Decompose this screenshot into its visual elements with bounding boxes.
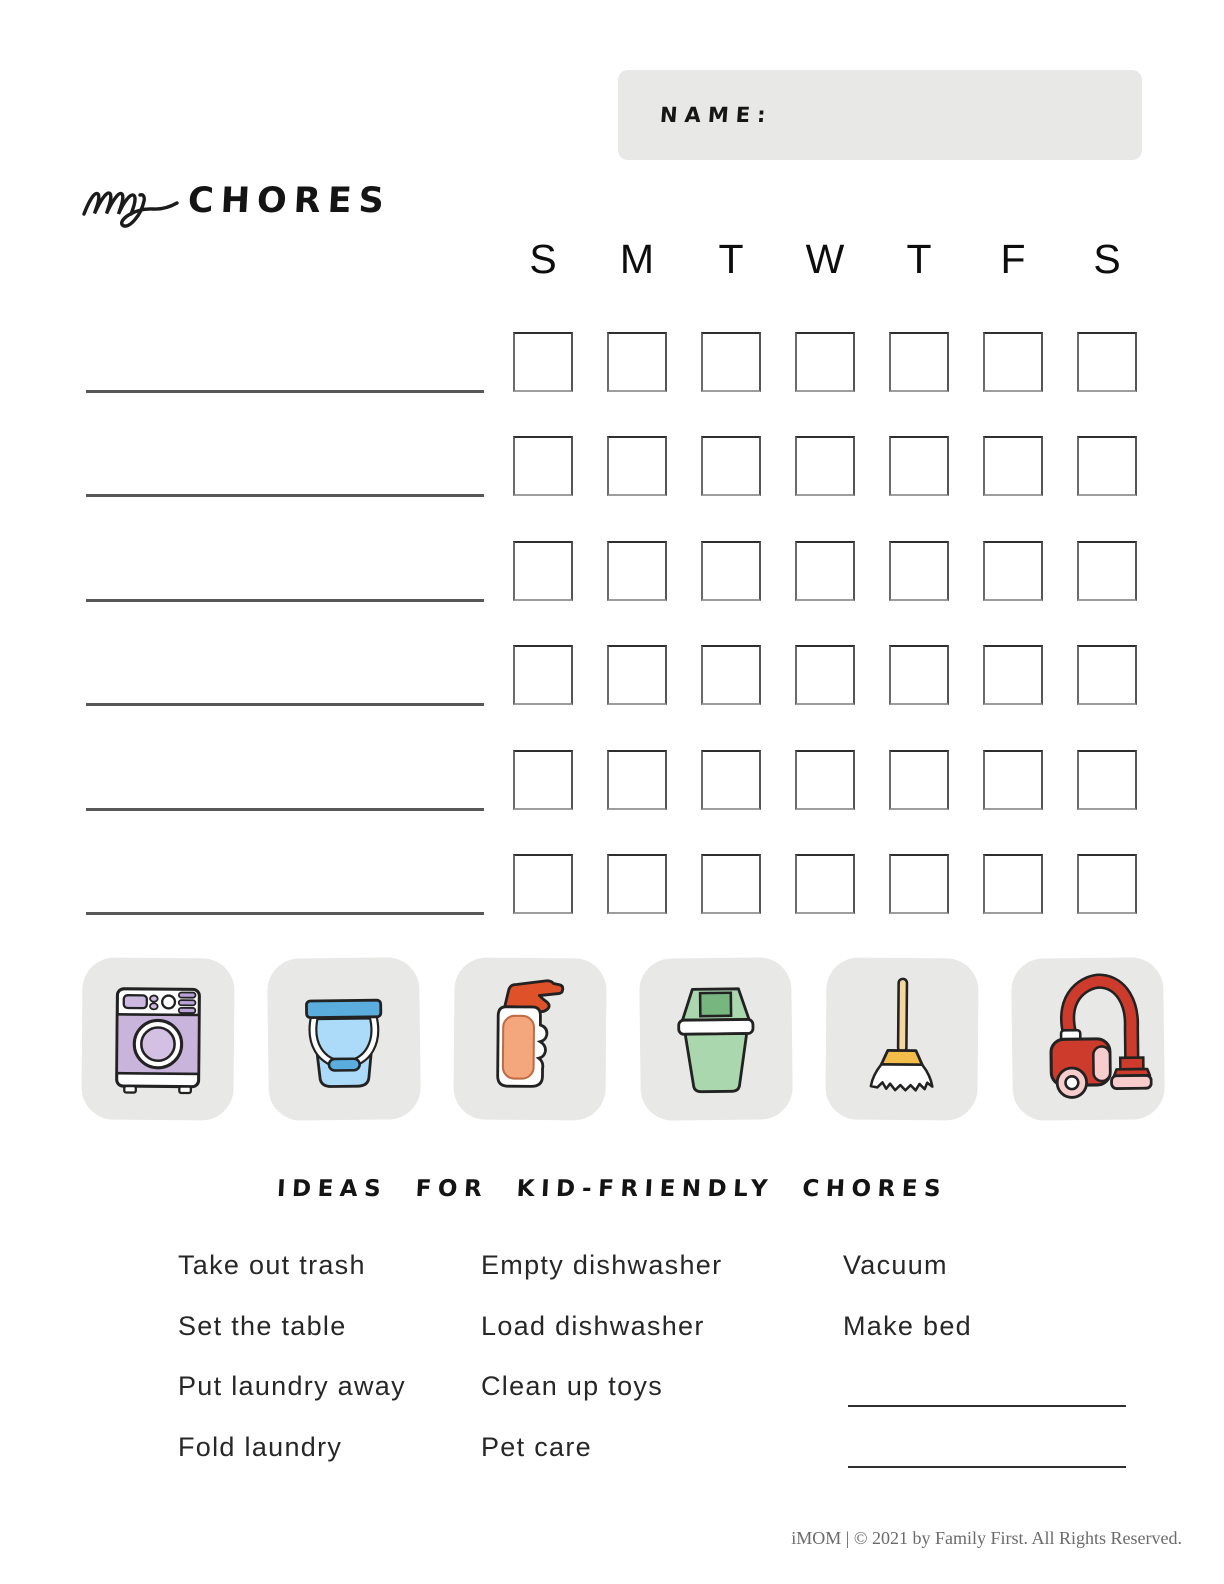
checkbox-r4-c2[interactable]	[607, 645, 667, 705]
checkbox-r5-c4[interactable]	[795, 750, 855, 810]
checkbox-r4-c3[interactable]	[701, 645, 761, 705]
day-label-fri: F	[1000, 236, 1026, 282]
checkbox-r2-c1[interactable]	[513, 436, 573, 496]
chore-row-1	[513, 332, 1137, 392]
checkbox-r6-c2[interactable]	[607, 854, 667, 914]
checkbox-r5-c3[interactable]	[701, 750, 761, 810]
checkbox-r2-c6[interactable]	[983, 436, 1043, 496]
footer-copyright: iMOM | © 2021 by Family First. All Rights Reserved.	[791, 1528, 1182, 1548]
spray-bottle-icon	[465, 967, 594, 1110]
checkbox-r2-c3[interactable]	[701, 436, 761, 496]
name-field[interactable]	[618, 70, 1142, 160]
checkbox-r6-c3[interactable]	[701, 854, 761, 914]
idea-item: Empty dishwasher	[481, 1250, 723, 1280]
checkbox-r4-c4[interactable]	[795, 645, 855, 705]
chore-row-5	[513, 750, 1137, 810]
trash-can-icon	[651, 967, 781, 1111]
icon-tile-laundry	[81, 957, 234, 1120]
icon-tile-spray	[453, 957, 606, 1120]
chore-name-line-6[interactable]	[86, 912, 484, 915]
idea-item: Make bed	[843, 1310, 972, 1341]
checkbox-r3-c6[interactable]	[983, 541, 1043, 601]
icon-tile-broom	[825, 957, 978, 1120]
chore-row-2	[513, 436, 1137, 496]
idea-item: Set the table	[178, 1310, 347, 1341]
checkbox-r3-c2[interactable]	[607, 541, 667, 601]
chore-name-line-5[interactable]	[86, 808, 484, 811]
title-script-my	[80, 168, 182, 230]
day-label-sat: S	[1093, 236, 1121, 282]
checkbox-r2-c5[interactable]	[889, 436, 949, 496]
ideas-col-3	[843, 1250, 1173, 1492]
chore-row-3	[513, 541, 1137, 601]
checkbox-r5-c7[interactable]	[1077, 750, 1137, 810]
chore-row-6	[513, 854, 1137, 914]
checkbox-r4-c5[interactable]	[889, 645, 949, 705]
checkbox-r4-c7[interactable]	[1077, 645, 1137, 705]
checkbox-r5-c5[interactable]	[889, 750, 949, 810]
chore-name-line-2[interactable]	[86, 494, 484, 497]
checkbox-r3-c1[interactable]	[513, 541, 573, 601]
checkbox-r5-c6[interactable]	[983, 750, 1043, 810]
checkbox-r6-c5[interactable]	[889, 854, 949, 914]
checkbox-r1-c4[interactable]	[795, 332, 855, 392]
idea-item: Fold laundry	[178, 1431, 343, 1462]
day-label-wed: W	[805, 236, 845, 282]
day-label-tue: T	[718, 236, 744, 282]
broom-icon	[837, 967, 966, 1110]
checkbox-r2-c7[interactable]	[1077, 436, 1137, 496]
chore-name-line-4[interactable]	[86, 703, 484, 706]
checkbox-r2-c2[interactable]	[607, 436, 667, 496]
idea-item: Clean up toys	[481, 1371, 663, 1401]
ideas-col-1	[178, 1250, 508, 1492]
day-label-thu: T	[906, 236, 932, 282]
checkbox-r1-c5[interactable]	[889, 332, 949, 392]
name-label: NAME:	[659, 103, 774, 127]
idea-item: Take out trash	[178, 1250, 366, 1280]
checkbox-r3-c4[interactable]	[795, 541, 855, 601]
checkbox-r5-c1[interactable]	[513, 750, 573, 810]
page-title: CHORES	[186, 181, 392, 221]
day-label-mon: M	[619, 236, 655, 282]
icon-tile-trash	[639, 957, 793, 1121]
checkbox-r6-c4[interactable]	[795, 854, 855, 914]
idea-item: Vacuum	[843, 1250, 948, 1280]
checkbox-r3-c5[interactable]	[889, 541, 949, 601]
checkbox-r1-c6[interactable]	[983, 332, 1043, 392]
washing-machine-icon	[93, 967, 222, 1110]
ideas-heading: IDEAS FOR KID-FRIENDLY CHORES	[276, 1176, 948, 1202]
checkbox-r2-c4[interactable]	[795, 436, 855, 496]
idea-item: Load dishwasher	[481, 1310, 705, 1341]
day-label-sun: S	[529, 236, 557, 282]
chore-name-line-1[interactable]	[86, 390, 484, 393]
checkbox-r3-c3[interactable]	[701, 541, 761, 601]
checkbox-r6-c1[interactable]	[513, 854, 573, 914]
bucket-icon	[279, 967, 409, 1111]
checkbox-r4-c6[interactable]	[983, 645, 1043, 705]
idea-item: Put laundry away	[178, 1371, 406, 1401]
custom-chore-line-2[interactable]	[843, 1432, 1173, 1493]
checkbox-r6-c6[interactable]	[983, 854, 1043, 914]
icon-tile-vacuum	[1011, 957, 1165, 1121]
vacuum-icon	[1023, 967, 1153, 1111]
idea-item: Pet care	[481, 1431, 592, 1462]
chore-row-4	[513, 645, 1137, 705]
checkbox-r5-c2[interactable]	[607, 750, 667, 810]
icon-tile-bucket	[267, 957, 421, 1121]
checkbox-r6-c7[interactable]	[1077, 854, 1137, 914]
checkbox-r1-c2[interactable]	[607, 332, 667, 392]
day-header-row	[513, 234, 1137, 284]
checkbox-r1-c7[interactable]	[1077, 332, 1137, 392]
custom-chore-line-1[interactable]	[843, 1371, 1173, 1432]
ideas-col-2	[481, 1250, 811, 1492]
checkbox-r4-c1[interactable]	[513, 645, 573, 705]
chore-name-line-3[interactable]	[86, 599, 484, 602]
checkbox-r1-c3[interactable]	[701, 332, 761, 392]
checkbox-r1-c1[interactable]	[513, 332, 573, 392]
checkbox-r3-c7[interactable]	[1077, 541, 1137, 601]
